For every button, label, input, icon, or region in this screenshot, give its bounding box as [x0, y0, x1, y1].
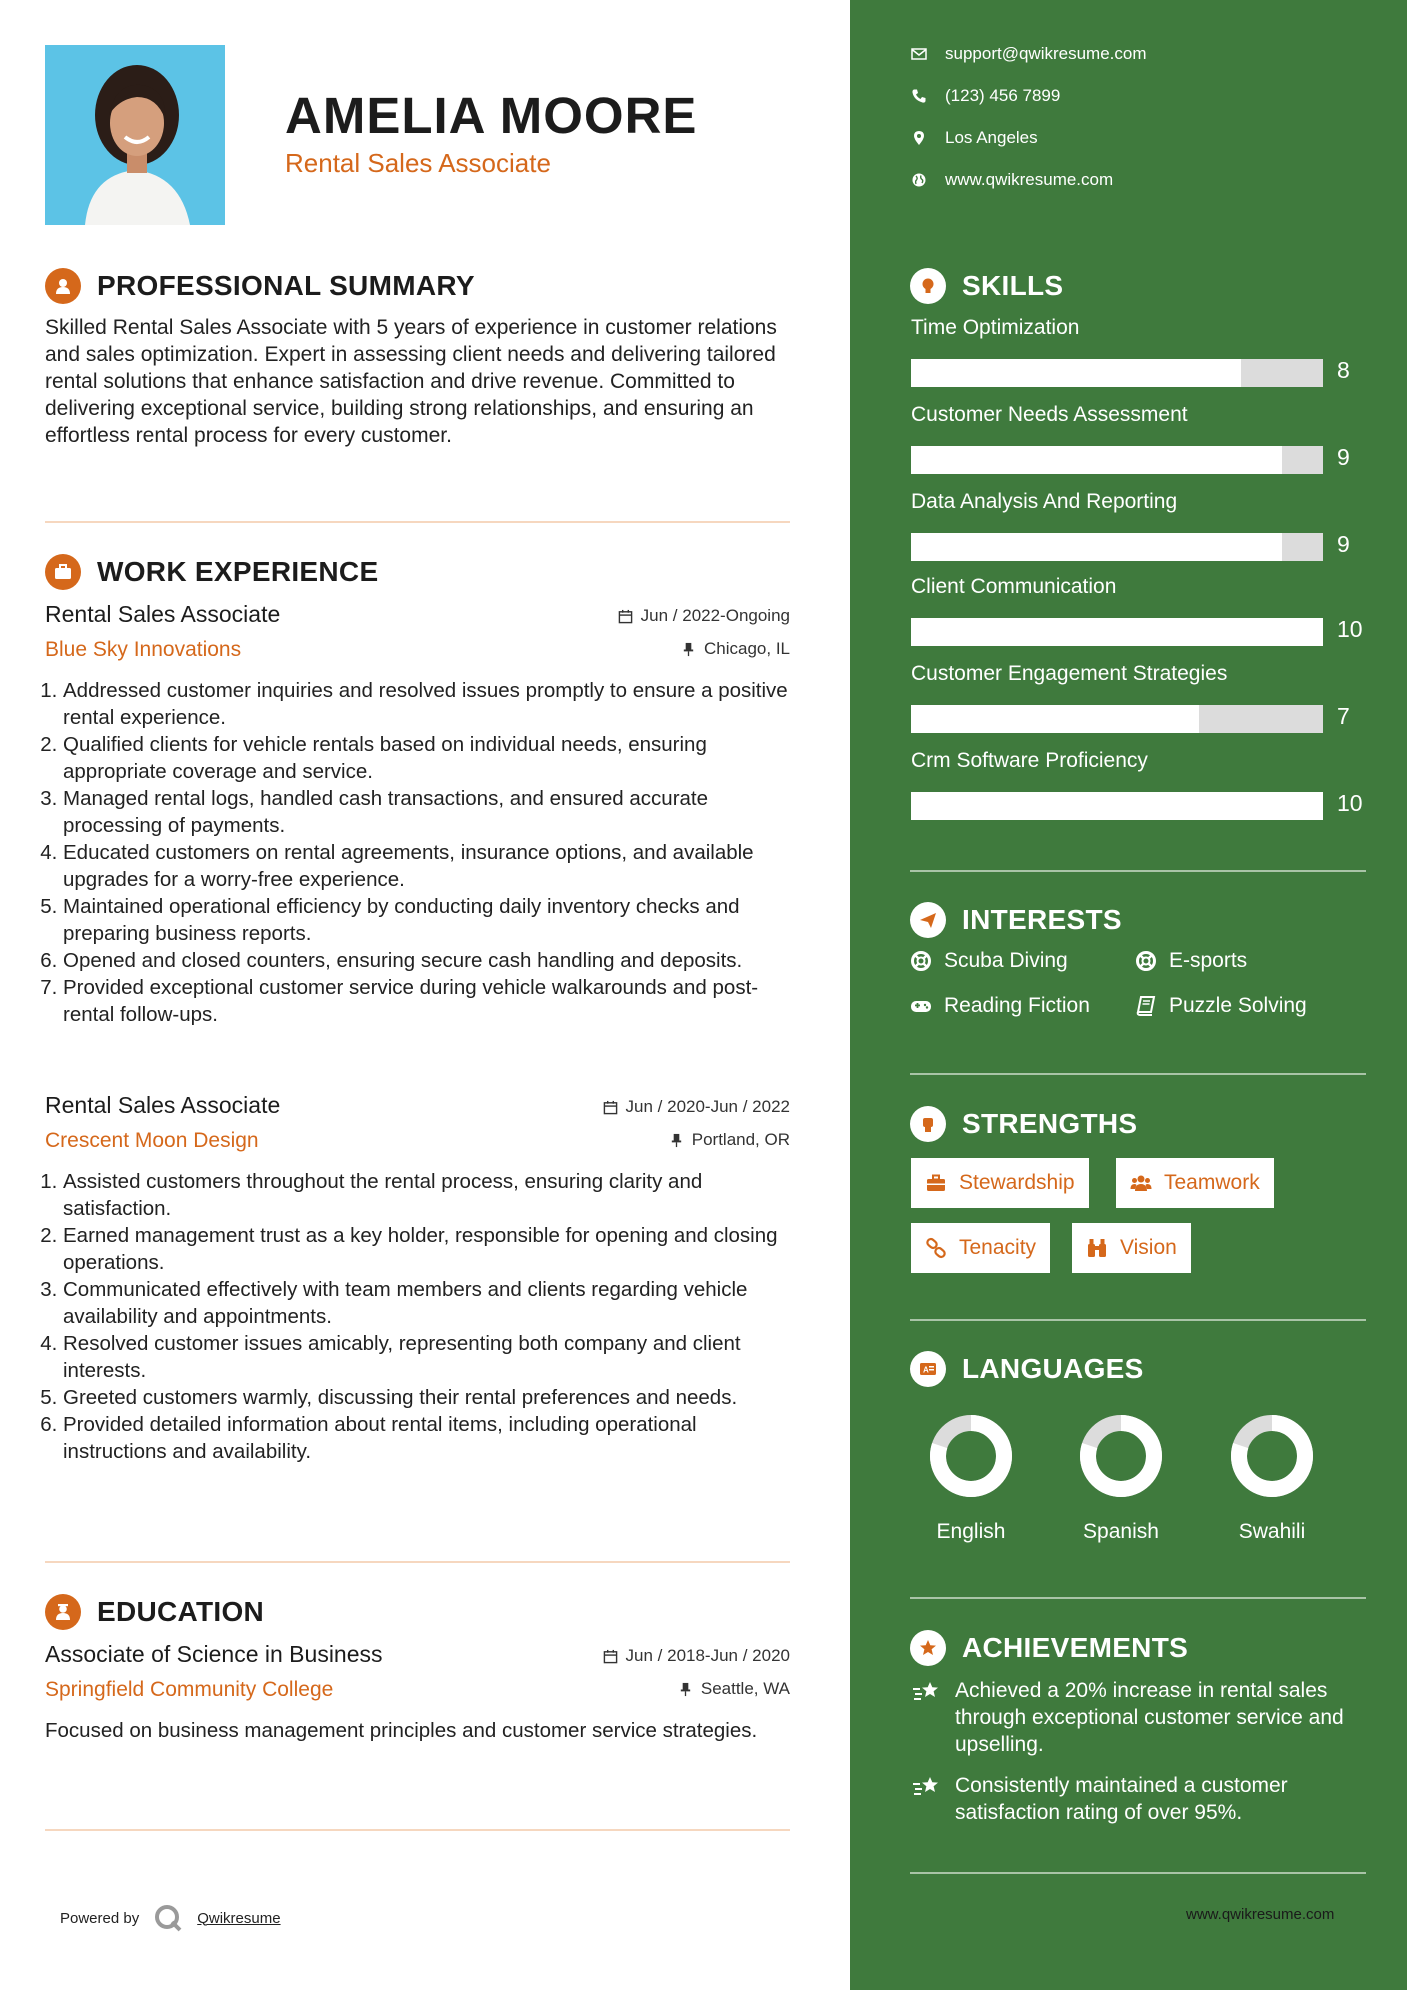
list-item: 2. Qualified clients for vehicle rentals based on individual needs, ensuring appropriate coverage and service. — [63, 731, 790, 785]
job-entry — [45, 1092, 790, 1465]
job-location-text: Portland, OR — [691, 1130, 790, 1149]
contact-location — [911, 128, 1038, 148]
life-ring-icon — [1135, 950, 1157, 972]
strength-label: Tenacity — [959, 1236, 1037, 1259]
education-title: EDUCATION — [97, 1596, 265, 1627]
summary-text: Skilled Rental Sales Associate with 5 years of experience in customer relations and sales optimization. Expert in assessing client needs and delivering tailored rental solutions that enhance satisfaction and drive revenue. Committed to delivering exceptional service, building strong relationships, and ensuring an effortless rental process for every customer. — [45, 316, 777, 447]
profile-photo — [45, 45, 225, 225]
skill-item — [911, 403, 1351, 470]
skill-name: Data Analysis And Reporting — [911, 490, 1178, 513]
skill-bar-fill — [911, 533, 1282, 561]
section-divider — [910, 870, 1366, 872]
skill-score: 7 — [1337, 703, 1350, 729]
language-donut — [1079, 1414, 1163, 1498]
job-location — [681, 639, 790, 659]
summary-title: PROFESSIONAL SUMMARY — [97, 270, 475, 301]
language-item — [1056, 1414, 1186, 1544]
education-description: Focused on business management principles and customer service strategies. — [45, 1719, 758, 1742]
skill-score: 9 — [1337, 531, 1350, 557]
skill-bar — [911, 792, 1323, 820]
phone-icon — [911, 88, 927, 104]
location-pin-icon — [911, 130, 927, 146]
skill-item — [911, 490, 1351, 557]
list-item: 1. Addressed customer inquiries and resolved issues promptly to ensure a positive rental experience. — [63, 677, 790, 731]
skill-bar-fill — [911, 705, 1199, 733]
strength-badge — [911, 1158, 1089, 1208]
job-location — [669, 1130, 790, 1150]
pin-icon — [681, 642, 696, 657]
school-name: Springfield Community College — [45, 1678, 334, 1701]
skill-bar-fill — [911, 792, 1323, 820]
interest-item — [910, 949, 1068, 973]
language-item — [1207, 1414, 1337, 1544]
link-icon — [925, 1237, 947, 1259]
fist-icon — [910, 1106, 946, 1142]
section-divider — [910, 1872, 1366, 1874]
gamepad-icon — [910, 995, 932, 1017]
interest-item — [910, 994, 1090, 1018]
education-location — [678, 1679, 790, 1699]
contact-email-text: support@qwikresume.com — [945, 44, 1147, 63]
candidate-role: Rental Sales Associate — [285, 148, 551, 178]
skill-name: Customer Engagement Strategies — [911, 662, 1228, 685]
education-date — [603, 1646, 790, 1666]
list-item: 5. Greeted customers warmly, discussing their rental preferences and needs. — [63, 1384, 790, 1411]
skill-score: 10 — [1337, 790, 1363, 816]
qwikresume-link[interactable]: Qwikresume — [197, 1909, 281, 1927]
section-divider — [45, 1561, 790, 1563]
contact-email[interactable] — [911, 44, 1147, 64]
job-title: Rental Sales Associate — [45, 601, 281, 627]
skill-bar — [911, 446, 1323, 474]
degree-title: Associate of Science in Business — [45, 1641, 383, 1667]
skills-title: SKILLS — [962, 270, 1064, 301]
skill-bar-fill — [911, 618, 1323, 646]
summary-heading — [45, 268, 475, 304]
pin-icon — [678, 1682, 693, 1697]
language-donut — [929, 1414, 1013, 1498]
section-divider — [910, 1319, 1366, 1321]
skill-name: Crm Software Proficiency — [911, 749, 1148, 772]
list-item: 6. Provided detailed information about rental items, including operational instructions and availability. — [63, 1411, 790, 1465]
experience-heading — [45, 554, 378, 590]
strength-badge — [1116, 1158, 1274, 1208]
envelope-icon — [911, 46, 927, 62]
strength-badge — [1072, 1223, 1191, 1273]
contact-location-text: Los Angeles — [945, 128, 1038, 147]
job-location-text: Chicago, IL — [704, 639, 790, 658]
achievement-text: Achieved a 20% increase in rental sales through exceptional customer service and upselling. — [955, 1679, 1344, 1756]
job-date — [618, 606, 790, 626]
list-item: 4. Resolved customer issues amicably, representing both company and client interests. — [63, 1330, 790, 1384]
achievements-title: ACHIEVEMENTS — [962, 1632, 1189, 1663]
list-item: 3. Communicated effectively with team members and clients regarding vehicle availability and appointments. — [63, 1276, 790, 1330]
section-divider — [45, 521, 790, 523]
skill-name: Customer Needs Assessment — [911, 403, 1188, 426]
interest-label: Scuba Diving — [944, 949, 1068, 972]
skill-item — [911, 749, 1363, 816]
skill-bar-fill — [911, 359, 1241, 387]
job-entry — [45, 601, 790, 1028]
interests-title: INTERESTS — [962, 904, 1122, 935]
skill-score: 8 — [1337, 357, 1350, 383]
interest-label: E-sports — [1169, 949, 1248, 972]
skill-bar — [911, 533, 1323, 561]
job-company: Blue Sky Innovations — [45, 638, 242, 661]
language-name: English — [936, 1520, 1006, 1543]
skill-name: Client Communication — [911, 575, 1117, 598]
achievement-text: Consistently maintained a customer satisfaction rating of over 95%. — [955, 1774, 1288, 1824]
interest-item — [1135, 994, 1307, 1018]
job-company: Crescent Moon Design — [45, 1129, 259, 1152]
achievement-item — [911, 1677, 1356, 1758]
job-bullets — [45, 677, 790, 1028]
shooting-star-icon — [911, 1677, 941, 1707]
list-item: 6. Opened and closed counters, ensuring secure cash handling and deposits. — [63, 947, 790, 974]
interests-heading — [910, 902, 1122, 938]
users-icon — [1130, 1172, 1152, 1194]
interest-item — [1135, 949, 1247, 973]
skill-bar — [911, 359, 1323, 387]
interest-label: Reading Fiction — [944, 994, 1090, 1017]
education-location-text: Seattle, WA — [700, 1679, 790, 1698]
lightbulb-icon — [910, 268, 946, 304]
briefcase-icon — [45, 554, 81, 590]
section-divider — [45, 1829, 790, 1831]
contact-website-text: www.qwikresume.com — [945, 170, 1114, 189]
education-entry — [45, 1641, 790, 1744]
footer-url[interactable]: www.qwikresume.com — [1186, 1906, 1335, 1923]
list-item: 5. Maintained operational efficiency by conducting daily inventory checks and preparing business reports. — [63, 893, 790, 947]
calendar-icon — [603, 1649, 618, 1664]
contact-phone[interactable] — [911, 86, 1060, 106]
list-item: 2. Earned management trust as a key holder, responsible for opening and closing operations. — [63, 1222, 790, 1276]
skill-item — [911, 316, 1351, 383]
interest-label: Puzzle Solving — [1169, 994, 1307, 1017]
paper-plane-icon — [910, 902, 946, 938]
powered-by — [60, 1903, 281, 1933]
list-item: 1. Assisted customers throughout the rental process, ensuring clarity and satisfaction. — [63, 1168, 790, 1222]
skill-score: 10 — [1337, 616, 1363, 642]
briefcase-icon — [925, 1172, 947, 1194]
job-date-text: Jun / 2022-Ongoing — [640, 606, 790, 625]
life-ring-icon — [910, 950, 932, 972]
education-date-text: Jun / 2018-Jun / 2020 — [625, 1646, 790, 1665]
list-item: 7. Provided exceptional customer service during vehicle walkarounds and post-rental follow-ups. — [63, 974, 790, 1028]
languages-heading — [910, 1351, 1144, 1387]
binoculars-icon — [1086, 1237, 1108, 1259]
skill-bar — [911, 705, 1323, 733]
job-date — [603, 1097, 790, 1117]
skill-item — [911, 575, 1363, 642]
experience-title: WORK EXPERIENCE — [97, 556, 379, 587]
strengths-title: STRENGTHS — [962, 1108, 1138, 1139]
calendar-icon — [618, 609, 633, 624]
skill-name: Time Optimization — [911, 316, 1080, 339]
skill-score: 9 — [1337, 444, 1350, 470]
powered-by-label: Powered by — [60, 1909, 140, 1927]
strength-label: Stewardship — [959, 1171, 1075, 1194]
job-title: Rental Sales Associate — [45, 1092, 281, 1118]
contact-phone-text: (123) 456 7899 — [945, 86, 1061, 105]
strength-badge — [911, 1223, 1050, 1273]
job-date-text: Jun / 2020-Jun / 2022 — [625, 1097, 790, 1116]
candidate-name: AMELIA MOORE — [285, 87, 698, 144]
strength-label: Vision — [1120, 1236, 1177, 1259]
language-donut — [1230, 1414, 1314, 1498]
shooting-star-icon — [911, 1772, 941, 1802]
strengths-heading — [910, 1106, 1137, 1142]
achievement-item — [911, 1772, 1356, 1826]
languages-title: LANGUAGES — [962, 1353, 1144, 1384]
contact-website[interactable] — [911, 170, 1113, 190]
svg-text:A: A — [923, 1365, 930, 1375]
section-divider — [910, 1073, 1366, 1075]
language-name: Swahili — [1238, 1520, 1306, 1543]
language-name: Spanish — [1083, 1520, 1159, 1543]
list-item: 3. Managed rental logs, handled cash transactions, and ensured accurate processing of payments. — [63, 785, 790, 839]
book-icon — [1135, 995, 1157, 1017]
language-icon — [910, 1351, 946, 1387]
strength-label: Teamwork — [1164, 1171, 1260, 1194]
globe-icon — [911, 172, 927, 188]
calendar-icon — [603, 1100, 618, 1115]
language-item — [906, 1414, 1036, 1544]
pin-icon — [669, 1133, 684, 1148]
user-icon — [45, 268, 81, 304]
education-heading — [45, 1594, 264, 1630]
star-badge-icon — [910, 1630, 946, 1666]
skill-item — [911, 662, 1351, 729]
skill-bar-fill — [911, 446, 1282, 474]
section-divider — [910, 1597, 1366, 1599]
skill-bar — [911, 618, 1323, 646]
list-item: 4. Educated customers on rental agreements, insurance options, and available upgrades for a worry-free experience. — [63, 839, 790, 893]
skills-heading — [910, 268, 1063, 304]
graduate-icon — [45, 1594, 81, 1630]
achievements-heading — [910, 1630, 1188, 1666]
job-bullets — [45, 1168, 790, 1465]
qwikresume-logo-icon — [153, 1903, 183, 1933]
